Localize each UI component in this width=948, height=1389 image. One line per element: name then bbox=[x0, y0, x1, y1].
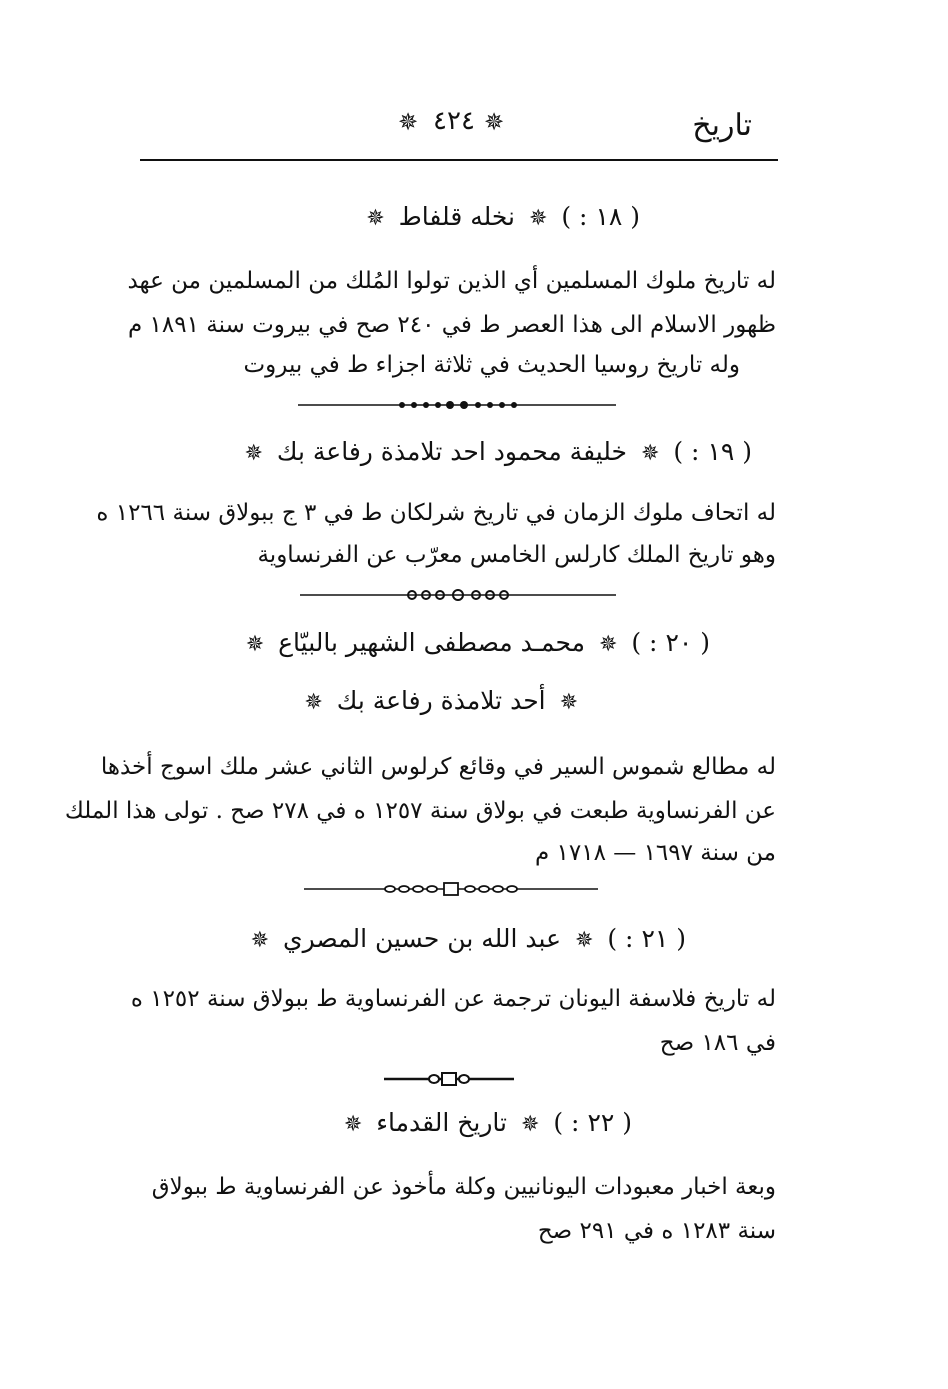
entry-heading bbox=[245, 924, 686, 953]
body-line: له اتحاف ملوك الزمان في تاريخ شرلكان ط في ٣ ج ببولاق سنة ١٢٦٦ ه bbox=[96, 500, 776, 526]
page-number: ٤٢٤ bbox=[433, 106, 475, 136]
section-divider bbox=[300, 586, 616, 604]
body-line: له تاريخ ملوك المسلمين أي الذين تولوا المُلك من المسلمين من عهد bbox=[127, 268, 776, 294]
asterisk-flower-icon: ✵ bbox=[250, 928, 270, 953]
entry-number: ( ٢١ : ) bbox=[607, 924, 686, 953]
entry-heading bbox=[239, 437, 752, 466]
body-line: ظهور الاسلام الى هذا العصر ط في ٢٤٠ صح في بيروت سنة ١٨٩١ م bbox=[127, 312, 776, 338]
entry-heading bbox=[360, 202, 640, 231]
body-line: في ١٨٦ صح bbox=[659, 1030, 776, 1056]
asterisk-flower-icon: ✵ bbox=[640, 441, 660, 466]
asterisk-flower-icon: ✵ bbox=[528, 206, 548, 231]
entry-heading bbox=[240, 628, 710, 657]
entry-name: عبد الله بن حسين المصري bbox=[283, 924, 562, 953]
running-header-title: تاريخ bbox=[692, 108, 752, 143]
entry-number: ( ١٨ : ) bbox=[561, 202, 640, 231]
asterisk-flower-icon: ✵ bbox=[484, 108, 505, 136]
asterisk-flower-icon: ✵ bbox=[574, 928, 594, 953]
body-line: من سنة ١٦٩٧ — ١٧١٨ م bbox=[534, 840, 776, 866]
body-line: وله تاريخ روسيا الحديث في ثلاثة اجزاء ط في بيروت bbox=[243, 352, 740, 378]
entry-subheading bbox=[298, 686, 584, 715]
section-divider bbox=[298, 396, 616, 414]
header-rule bbox=[140, 159, 778, 161]
entry-name: نخله قلفاط bbox=[398, 202, 516, 231]
entry-number: ( ١٩ : ) bbox=[673, 437, 752, 466]
body-line: وبعة اخبار معبودات اليونانيين وكلة مأخوذ عن الفرنساوية ط ببولاق bbox=[151, 1174, 776, 1200]
page-number-block bbox=[398, 106, 510, 146]
body-line: له تاريخ فلاسفة اليونان ترجمة عن الفرنساوية ط ببولاق سنة ١٢٥٢ ه bbox=[130, 986, 776, 1012]
section-divider bbox=[384, 1070, 514, 1088]
section-divider bbox=[304, 880, 598, 898]
body-line: له مطالع شموس السير في وقائع كرلوس الثاني عشر ملك اسوج أخذها bbox=[100, 754, 776, 780]
entry-name-continued: أحد تلامذة رفاعة بك bbox=[336, 686, 546, 715]
asterisk-flower-icon: ✵ bbox=[245, 632, 265, 657]
entry-heading bbox=[338, 1108, 632, 1137]
entry-name: محمـد مصطفى الشهير بالبيّاع bbox=[278, 628, 586, 657]
asterisk-flower-icon: ✵ bbox=[343, 1112, 363, 1137]
asterisk-flower-icon: ✵ bbox=[598, 632, 618, 657]
asterisk-flower-icon: ✵ bbox=[559, 690, 578, 715]
body-line: سنة ١٢٨٣ ه في ٢٩١ صح bbox=[537, 1218, 776, 1244]
body-line: عن الفرنساوية طبعت في بولاق سنة ١٢٥٧ ه في ٢٧٨ صح . تولى هذا الملك bbox=[64, 798, 776, 824]
asterisk-flower-icon: ✵ bbox=[304, 690, 323, 715]
asterisk-flower-icon: ✵ bbox=[366, 206, 385, 231]
entry-name: تاريخ القدماء bbox=[376, 1108, 508, 1137]
asterisk-flower-icon: ✵ bbox=[244, 441, 263, 466]
entry-name: خليفة محمود احد تلامذة رفاعة بك bbox=[276, 437, 628, 466]
asterisk-flower-icon: ✵ bbox=[398, 108, 419, 136]
entry-number: ( ٢٢ : ) bbox=[553, 1108, 632, 1137]
body-line: وهو تاريخ الملك كارلس الخامس معرّب عن الفرنساوية bbox=[257, 542, 776, 568]
asterisk-flower-icon: ✵ bbox=[520, 1112, 540, 1137]
entry-number: ( ٢٠ : ) bbox=[631, 628, 710, 657]
